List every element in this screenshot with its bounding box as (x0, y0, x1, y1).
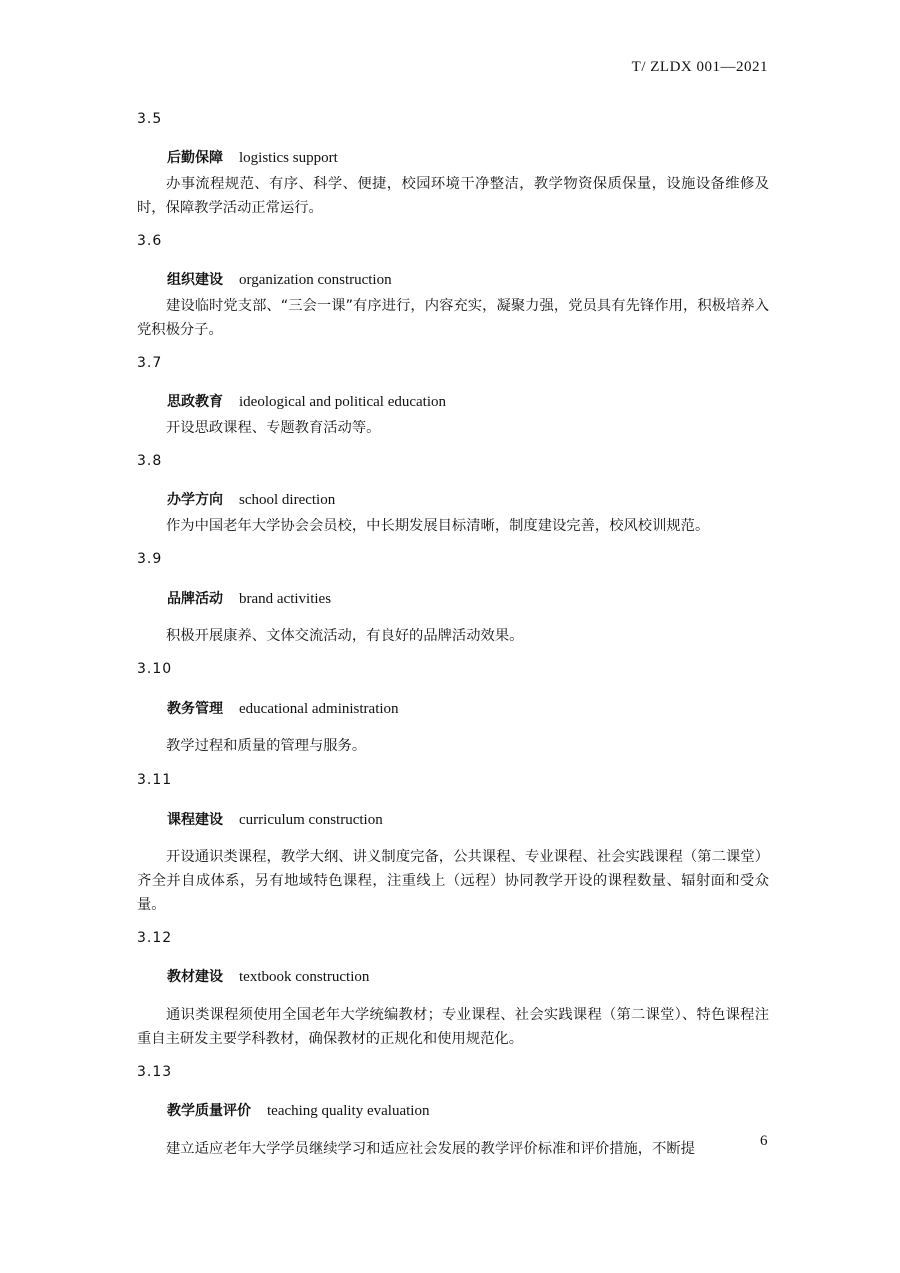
term-english: logistics support (239, 150, 338, 166)
term-english: curriculum construction (239, 812, 383, 828)
term-heading (167, 698, 399, 718)
term-definition: 开设通识类课程，教学大纲、讲义制度完备，公共课程、专业课程、社会实践课程（第二课堂）齐全并自成体系，另有地域特色课程，注重线上（远程）协同教学开设的课程数量、辐射面和受众量。 (137, 849, 769, 913)
term-chinese: 教材建设 (167, 969, 223, 985)
clause-number: 3.7 (137, 355, 163, 371)
term-chinese: 课程建设 (167, 812, 223, 828)
term-heading (167, 269, 392, 289)
clause-number: 3.6 (137, 233, 163, 249)
term-definition: 建立适应老年大学学员继续学习和适应社会发展的教学评价标准和评价措施，不断提 (166, 1141, 695, 1157)
term-heading (167, 588, 331, 608)
term-chinese: 教务管理 (167, 701, 223, 717)
document-code-header: T/ ZLDX 001—2021 (631, 59, 768, 75)
term-heading (167, 391, 446, 411)
term-english: educational administration (239, 701, 399, 717)
term-english: ideological and political education (239, 394, 447, 410)
term-definition: 作为中国老年大学协会会员校，中长期发展目标清晰，制度建设完善，校风校训规范。 (166, 518, 710, 534)
term-chinese: 组织建设 (167, 272, 223, 288)
term-english: organization construction (239, 272, 392, 288)
clause-number: 3.12 (137, 930, 173, 946)
term-definition: 教学过程和质量的管理与服务。 (166, 738, 367, 754)
term-definition: 办事流程规范、有序、科学、便捷，校园环境干净整洁，教学物资保质保量，设施设备维修及时，保障教学活动正常运行。 (137, 176, 769, 216)
clause-number: 3.8 (137, 453, 163, 469)
term-english: school direction (239, 492, 336, 508)
clause-number: 3.13 (137, 1064, 173, 1080)
clause-number: 3.10 (137, 661, 173, 677)
term-chinese: 教学质量评价 (167, 1103, 251, 1119)
term-english: brand activities (239, 591, 332, 607)
page-number: 6 (760, 1133, 768, 1149)
term-definition: 建设临时党支部、“三会一课”有序进行，内容充实，凝聚力强，党员具有先锋作用，积极培养入党积极分子。 (137, 298, 769, 338)
term-definition: 通识类课程须使用全国老年大学统编教材；专业课程、社会实践课程（第二课堂）、特色课程注重自主研发主要学科教材，确保教材的正规化和使用规范化。 (137, 1007, 769, 1047)
term-heading (167, 809, 383, 829)
term-english: textbook construction (239, 969, 370, 985)
term-chinese: 后勤保障 (167, 150, 223, 166)
term-chinese: 办学方向 (167, 492, 223, 508)
term-english: teaching quality evaluation (267, 1103, 430, 1119)
term-chinese: 品牌活动 (167, 591, 223, 607)
clause-number: 3.11 (137, 772, 173, 788)
term-heading (167, 147, 338, 167)
term-heading (167, 1100, 429, 1120)
term-definition: 积极开展康养、文体交流活动，有良好的品牌活动效果。 (166, 628, 524, 644)
term-heading (167, 489, 335, 509)
term-chinese: 思政教育 (167, 394, 223, 410)
clause-number: 3.9 (137, 551, 163, 567)
term-heading (167, 966, 369, 986)
term-definition: 开设思政课程、专题教育活动等。 (166, 420, 381, 436)
clause-number: 3.5 (137, 111, 163, 127)
